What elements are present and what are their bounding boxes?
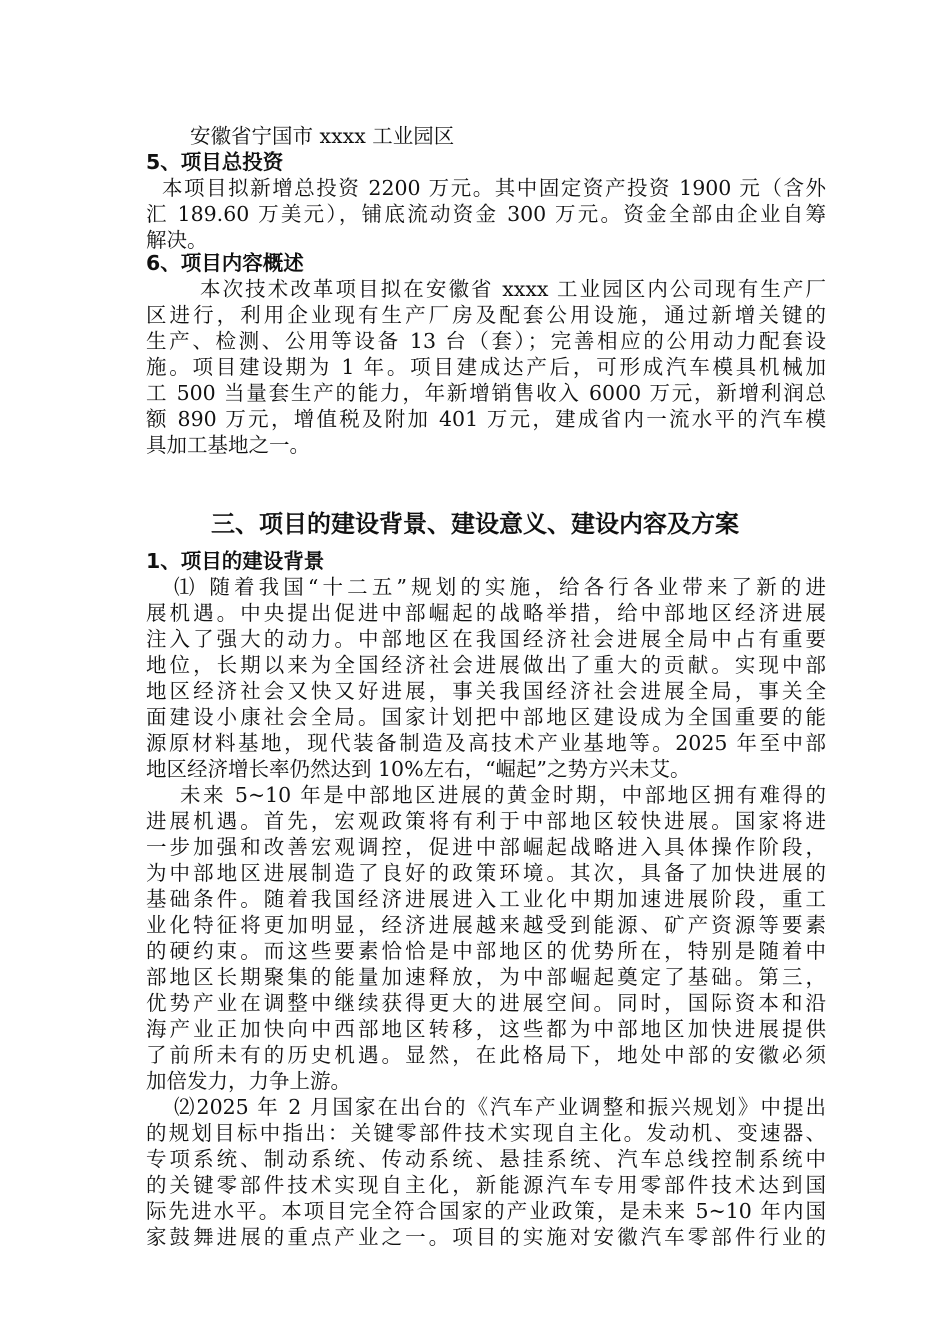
chapter-title: 三、项目的建设背景、建设意义、建设内容及方案 (211, 510, 739, 538)
section6-line: 本次技术改革项目拟在安徽省 xxxx 工业园区内公司现有生产厂 (200, 277, 826, 301)
para1-line: ⑴ 随着我国“十二五”规划的实施，给各行各业带来了新的进 (174, 575, 826, 599)
para2-line: 未来 5~10 年是中部地区进展的黄金时期，中部地区拥有难得的 (180, 783, 826, 807)
para2-line: 了前所未有的历史机遇。显然，在此格局下，地处中部的安徽必须 (146, 1043, 826, 1067)
para2-line: 进展机遇。首先，宏观政策将有利于中部地区较快进展。国家将进 (146, 809, 826, 833)
section6-line: 生产、检测、公用等设备 13 台（套）；完善相应的公用动力配套设 (146, 329, 826, 353)
para1-line: 地位，长期以来为全国经济社会进展做出了重大的贡献。实现中部 (146, 653, 826, 677)
location-line: 安徽省宁国市 xxxx 工业园区 (190, 124, 455, 148)
para1-line: 面建设小康社会全局。国家计划把中部地区建设成为全国重要的能 (146, 705, 826, 729)
para1-line: 注入了强大的动力。中部地区在我国经济社会进展全局中占有重要 (146, 627, 826, 651)
para1-line: 源原材料基地，现代装备制造及高技术产业基地等。2025 年至中部 (146, 731, 826, 755)
para1-line: 地区经济增长率仍然达到 10%左右，“崛起”之势方兴未艾。 (146, 757, 691, 781)
para2-line: 基础条件。随着我国经济进展进入工业化中期加速进展阶段，重工 (146, 887, 826, 911)
para3-line: 的规划目标中指出：关键零部件技术实现自主化。发动机、变速器、 (146, 1121, 826, 1145)
para2-line: 部地区长期聚集的能量加速释放，为中部崛起奠定了基础。第三， (146, 965, 826, 989)
para3-line: ⑵2025 年 2 月国家在出台的《汽车产业调整和振兴规划》中提出 (174, 1095, 826, 1119)
subsection-heading: 1、项目的建设背景 (146, 549, 325, 573)
section6-heading: 6、项目内容概述 (146, 251, 304, 275)
para2-line: 为中部地区进展制造了良好的政策环境。其次，具备了加快进展的 (146, 861, 826, 885)
para1-line: 展机遇。中央提出促进中部崛起的战略举措，给中部地区经济进展 (146, 601, 826, 625)
para2-line: 海产业正加快向中西部地区转移，这些都为中部地区加快进展提供 (146, 1017, 826, 1041)
para1-line: 地区经济社会又快又好进展，事关我国经济社会进展全局，事关全 (146, 679, 826, 703)
section6-line: 区进行，利用企业现有生产厂房及配套公用设施，通过新增关键的 (146, 303, 826, 327)
section5-line: 汇 189.60 万美元），铺底流动资金 300 万元。资金全部由企业自筹 (146, 202, 826, 226)
section5-line: 解决。 (146, 228, 208, 252)
para2-line: 业化特征将更加明显，经济进展越来越受到能源、矿产资源等要素 (146, 913, 826, 937)
section6-line: 工 500 当量套生产的能力，年新增销售收入 6000 万元，新增利润总 (146, 381, 826, 405)
para3-line: 际先进水平。本项目完全符合国家的产业政策，是未来 5~10 年内国 (146, 1199, 826, 1223)
section6-line: 施。项目建设期为 1 年。项目建成达产后，可形成汽车模具机械加 (146, 355, 826, 379)
section6-line: 额 890 万元，增值税及附加 401 万元，建成省内一流水平的汽车模 (146, 407, 826, 431)
para2-line: 优势产业在调整中继续获得更大的进展空间。同时，国际资本和沿 (146, 991, 826, 1015)
section6-line: 具加工基地之一。 (146, 433, 310, 457)
section5-heading: 5、项目总投资 (146, 150, 284, 174)
para2-line: 一步加强和改善宏观调控，促进中部崛起战略进入具体操作阶段， (146, 835, 826, 859)
section5-line: 本项目拟新增总投资 2200 万元。其中固定资产投资 1900 元（含外 (162, 176, 826, 200)
para2-line: 加倍发力，力争上游。 (146, 1069, 351, 1093)
para3-line: 专项系统、制动系统、传动系统、悬挂系统、汽车总线控制系统中 (146, 1147, 826, 1171)
para3-line: 家鼓舞进展的重点产业之一。项目的实施对安徽汽车零部件行业的 (146, 1225, 826, 1249)
para3-line: 的关键零部件技术实现自主化，新能源汽车专用零部件技术达到国 (146, 1173, 826, 1197)
para2-line: 的硬约束。而这些要素恰恰是中部地区的优势所在，特别是随着中 (146, 939, 826, 963)
